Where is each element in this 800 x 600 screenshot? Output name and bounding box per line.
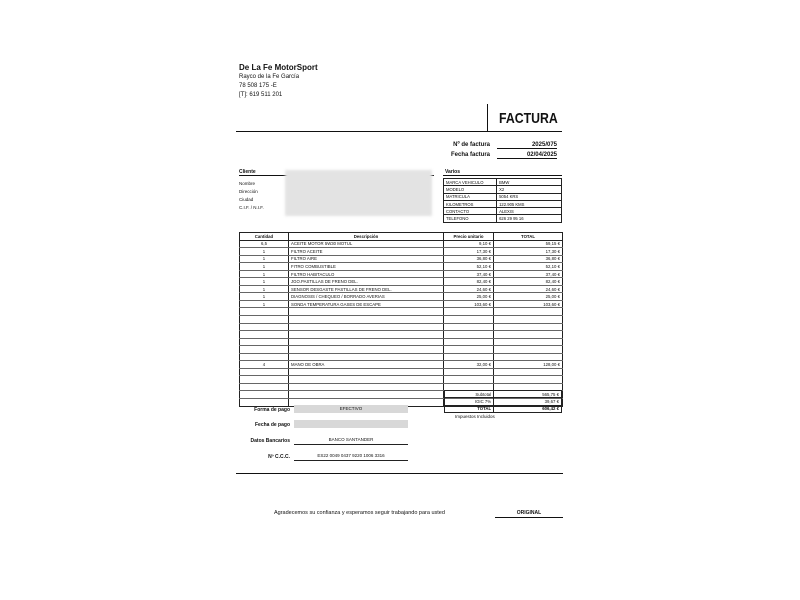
item-description: FILTRO ACEITE [289, 248, 444, 256]
item-total: 103,60 € [494, 300, 563, 308]
item-unit-price: 37,40 € [444, 270, 494, 278]
item-description: ACEITE MOTOR 5W30 MOTUL [289, 240, 444, 248]
item-unit-price [444, 368, 494, 376]
item-description: MANO DE OBRA [289, 361, 444, 369]
tax-value: 39,67 € [494, 398, 562, 405]
item-row [240, 331, 563, 339]
vehicle-row [444, 208, 562, 215]
header-divider [236, 131, 562, 132]
item-total [494, 316, 563, 324]
payment-date-label: Fecha de pago [254, 422, 290, 428]
item-unit-price: 24,60 € [444, 285, 494, 293]
invoice-number-label: Nº de factura [453, 142, 490, 148]
item-description [289, 368, 444, 376]
item-description [289, 376, 444, 384]
vehicle-row [444, 186, 562, 193]
company-phone: [T]: 619 511 201 [239, 92, 283, 98]
item-unit-price: 9,10 € [444, 240, 494, 248]
vehicle-value: 626 29 95 16 [497, 215, 562, 222]
item-unit-price [444, 316, 494, 324]
item-qty [240, 331, 289, 339]
item-row [240, 263, 563, 271]
item-total [494, 346, 563, 354]
col-qty-header: Cantidad [240, 233, 289, 241]
item-unit-price [444, 338, 494, 346]
item-description [289, 391, 444, 399]
col-total-header: TOTAL [494, 233, 563, 241]
item-qty: 1 [240, 255, 289, 263]
item-description: SENSOR DESGASTE PASTILLAS DE FRENO DEL. [289, 285, 444, 293]
item-row [240, 248, 563, 256]
col-desc-header: Descripción [289, 233, 444, 241]
tax-label: IGIC 7% [445, 398, 494, 405]
item-qty: 1 [240, 248, 289, 256]
item-total [494, 353, 563, 361]
item-total: 24,60 € [494, 285, 563, 293]
thanks-note: Agradecemos su confianza y esperamos seguir trabajando para usted [274, 510, 445, 516]
item-row [240, 368, 563, 376]
item-row [240, 346, 563, 354]
col-unit-header: Precio unitario [444, 233, 494, 241]
item-description [289, 353, 444, 361]
company-owner: Rayco de la Fe García [239, 74, 300, 80]
client-label-name: Nombre [239, 181, 256, 186]
client-label-city: Ciudad [239, 197, 254, 202]
vehicle-value: 5054 KRS [497, 193, 562, 200]
item-total: 82,40 € [494, 278, 563, 286]
item-qty [240, 308, 289, 316]
item-total: 25,00 € [494, 293, 563, 301]
item-total: 36,80 € [494, 255, 563, 263]
item-description: JGO.PASTILLAS DE FRENO DEL. [289, 278, 444, 286]
item-unit-price [444, 346, 494, 354]
item-unit-price: 82,40 € [444, 278, 494, 286]
item-description: SONDA TEMPERATURA GASES DE ESCAPE [289, 300, 444, 308]
item-qty: 1 [240, 270, 289, 278]
item-qty [240, 399, 289, 407]
vehicle-value: BMW [497, 179, 562, 186]
item-total: 17,30 € [494, 248, 563, 256]
items-table [239, 232, 563, 407]
vehicle-table [443, 178, 562, 223]
item-row [240, 323, 563, 331]
item-total [494, 376, 563, 384]
payment-method: EFECTIVO [294, 405, 408, 413]
vehicle-row [444, 193, 562, 200]
client-title: Cliente [239, 169, 256, 175]
item-total [494, 323, 563, 331]
total-row [445, 405, 562, 412]
item-row [240, 316, 563, 324]
vehicle-value: ALEXIS [497, 208, 562, 215]
vehicle-value: X2 [497, 186, 562, 193]
item-unit-price [444, 308, 494, 316]
item-unit-price: 103,60 € [444, 300, 494, 308]
item-qty: 1 [240, 285, 289, 293]
ccc-number: ES22 0049 0437 9220 1006 3316 [294, 453, 408, 461]
item-total: 37,40 € [494, 270, 563, 278]
subtotal-label: Subtotal [445, 391, 494, 398]
item-unit-price: 25,00 € [444, 293, 494, 301]
item-qty [240, 391, 289, 399]
footer-divider [236, 473, 563, 474]
item-total [494, 338, 563, 346]
invoice-date-label: Fecha factura [450, 152, 490, 158]
item-row [240, 285, 563, 293]
item-qty: 1 [240, 293, 289, 301]
item-unit-price: 36,80 € [444, 255, 494, 263]
item-unit-price [444, 331, 494, 339]
item-description: FILTRO HABITACULO [289, 270, 444, 278]
item-qty [240, 346, 289, 354]
vehicle-divider [443, 175, 562, 176]
item-description: FITRO COMBUSTIBLE [289, 263, 444, 271]
item-unit-price: 52,10 € [444, 263, 494, 271]
item-qty: 1 [240, 278, 289, 286]
vehicle-label: MATRICULA [444, 193, 497, 200]
bank-label: Datos Bancarios [250, 438, 290, 444]
item-description [289, 331, 444, 339]
vehicle-label: CONTACTO [444, 208, 497, 215]
vehicle-label: TELEFONO [444, 215, 497, 222]
item-total: 52,10 € [494, 263, 563, 271]
item-qty: 4 [240, 361, 289, 369]
item-qty [240, 316, 289, 324]
item-description [289, 308, 444, 316]
item-qty [240, 353, 289, 361]
item-row [240, 308, 563, 316]
client-label-taxid: C.I.F. / N.I.F. [239, 205, 264, 210]
item-row [240, 361, 563, 369]
item-description [289, 383, 444, 391]
item-row [240, 278, 563, 286]
client-redacted-block [285, 170, 432, 216]
item-description [289, 316, 444, 324]
vehicle-row [444, 215, 562, 222]
subtotal-row [445, 391, 562, 398]
vehicle-label: KILOMETROS [444, 200, 497, 207]
item-qty [240, 323, 289, 331]
item-qty [240, 368, 289, 376]
invoice-number: 2025/075 [497, 142, 557, 149]
totals-table [444, 390, 562, 413]
item-description [289, 338, 444, 346]
vehicle-row [444, 200, 562, 207]
item-total [494, 308, 563, 316]
item-total: 128,00 € [494, 361, 563, 369]
item-description: DIAGNOSIS / CHEQUEO / BORRADO AVERIAS [289, 293, 444, 301]
item-qty [240, 376, 289, 384]
copy-label: ORIGINAL [495, 510, 563, 518]
vehicle-label: MARCA VEHICULO [444, 179, 497, 186]
tax-row [445, 398, 562, 405]
item-total [494, 331, 563, 339]
vehicle-title: Varios [445, 169, 461, 175]
item-qty [240, 383, 289, 391]
item-row [240, 293, 563, 301]
item-unit-price [444, 353, 494, 361]
item-description: FILTRO AIRE [289, 255, 444, 263]
item-qty: 1 [240, 300, 289, 308]
invoice-date: 02/04/2025 [497, 152, 557, 159]
item-row [240, 270, 563, 278]
vehicle-row [444, 179, 562, 186]
item-unit-price [444, 323, 494, 331]
item-description [289, 323, 444, 331]
item-row [240, 353, 563, 361]
items-body [240, 240, 563, 406]
item-row [240, 376, 563, 384]
company-tax-id: 78 508 175 -E [239, 83, 277, 89]
total-value: 606,42 € [494, 405, 562, 412]
payment-date [294, 420, 408, 428]
item-unit-price: 17,30 € [444, 248, 494, 256]
bank-name: BANCO SANTANDER [294, 437, 408, 445]
item-total: 59,15 € [494, 240, 563, 248]
item-qty: 6,5 [240, 240, 289, 248]
item-row [240, 300, 563, 308]
item-row [240, 255, 563, 263]
tax-note: Impuestos Incluidos [455, 414, 495, 419]
document-title: FACTURA [499, 110, 558, 127]
item-description [289, 346, 444, 354]
client-label-address: Dirección [239, 189, 258, 194]
payment-method-label: Forma de pago [254, 407, 290, 413]
item-row [240, 240, 563, 248]
vehicle-value: 122.905 KMS [497, 200, 562, 207]
company-name: De La Fe MotorSport [239, 63, 318, 72]
item-qty [240, 338, 289, 346]
item-unit-price: 32,00 € [444, 361, 494, 369]
vehicle-label: MODELO [444, 186, 497, 193]
item-qty: 1 [240, 263, 289, 271]
total-label: TOTAL [445, 405, 494, 412]
items-header-row [240, 233, 563, 241]
item-unit-price [444, 376, 494, 384]
subtotal-value: 565,75 € [494, 391, 562, 398]
ccc-label: Nº C.C.C. [268, 454, 290, 460]
item-total [494, 368, 563, 376]
item-row [240, 338, 563, 346]
